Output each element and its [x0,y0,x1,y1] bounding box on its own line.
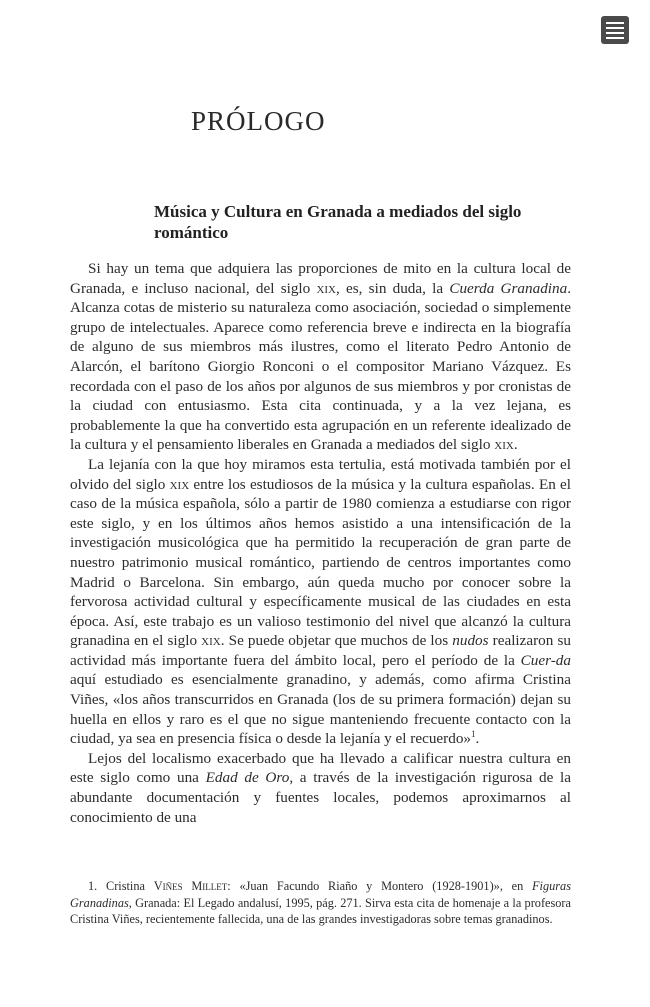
text-run: La lejanía con la que hoy miramos esta tertulia, está motivada también por el olvido del siglo [70,455,571,493]
paragraph-3 [70,749,571,827]
text-run: . Se puede objetar que muchos de los [220,632,453,650]
text-run: Lejos del localismo exacerbado que ha llevado a calificar nuestra cultura en este siglo como una [70,749,571,787]
section-title: Música y Cultura en Granada a mediados del siglo romántico [154,202,522,242]
text-run: . [513,436,518,454]
footnote [70,878,571,928]
list-icon-line [606,37,624,39]
text-run: Si hay un tema que adquiera las proporciones de mito en la cultura local de Granada, e incluso nacional, del siglo [70,260,571,297]
list-icon-line [606,32,624,34]
author-name: Viñes Millet [153,879,228,893]
italic-term: Edad de Oro [205,769,290,787]
text-run: . Alcanza cotas de misterio su naturaleza como asociación, sociedad o simplemente grupo de intelectuales. Aparece como referencia breve e indirecta en la biografía de alguno de sus miembros más ilustres, como el literato Pedro Antonio de Alarcón, el barítono Giorgio Ronconi o el compositor Mariano Vázquez. Es recordada con el paso de los años por algunos de sus miembros y por cronistas de la ciudad con entusiasmo. Esta cita continuada, y a la vez lejana, es probablemente la que ha convertido esta agrupación en un referente idealizado de la cultura y el pensamiento liberales en Granada a mediados del siglo [70,279,571,454]
list-icon[interactable] [601,16,629,44]
list-icon-line [606,22,624,24]
text-run: realizaron su actividad más importante fuera del ámbito local, pero el período de la [70,632,571,669]
century-numeral: xix [169,475,190,493]
chapter-title: PRÓLOGO [191,106,326,136]
century-numeral: xix [494,436,514,454]
text-run: aquí estudiado es esencialmente granadino, y además, como afirma Cristina Viñes, «los años transcurridos en Granada (los de su primera formación) dejan su huella en ellos y raro es el que no sigue manteniendo frecuente contacto con la ciudad, ya sea en presencia física o desde la lejanía y el recuerdo» [70,671,571,748]
body-text [70,259,571,827]
text-run: 1. Cristina [88,879,154,893]
paragraph-1 [70,259,571,455]
italic-term: Cuerda Granadina [449,279,568,297]
text-run: , a través de la investigación rigurosa de la abundante documentación y fuentes locales, podemos aproximarnos al conocimiento de una [70,769,572,826]
century-numeral: xix [201,632,221,650]
text-run: , Granada: El Legado andalusí, 1995, pág. 271. Sirva esta cita de homenaje a la profesora Cristina Viñes, recientemente fallecida, una de las grandes investigadoras sobre temas granadinos. [70,895,571,926]
text-run: . [475,730,480,748]
list-icon-line [606,27,624,29]
footnote-1 [70,878,571,928]
italic-term: Cuer-da [520,651,571,669]
paragraph-2 [70,455,571,749]
text-run: , es, sin duda, la [336,279,450,297]
italic-term: Figuras Granadinas [70,879,571,910]
text-run: entre los estudiosos de la música y la cultura españolas. En el caso de la música española, sólo a partir de 1980 comienza a estudiarse con rigor este siglo, y en los últimos años hemos asistido a una intensificación de la investigación musicológica que ha permitido la recuperación de gran parte de nuestro patrimonio musical romántico, partiendo de centros importantes como Madrid o Barcelona. Sin embargo, aún queda mucho por conocer sobre la fervorosa actividad cultural y específicamente musical de las ciudades en esta época. Así, este trabajo es un valioso testimonio del nivel que alcanzó la cultura granadina en el siglo [70,475,572,650]
century-numeral: xix [316,279,337,297]
footnote-ref[interactable]: 1 [471,729,476,740]
italic-term: nudos [452,632,489,650]
text-run: : «Juan Facundo Riaño y Montero (1928-1901)», en [227,879,533,893]
